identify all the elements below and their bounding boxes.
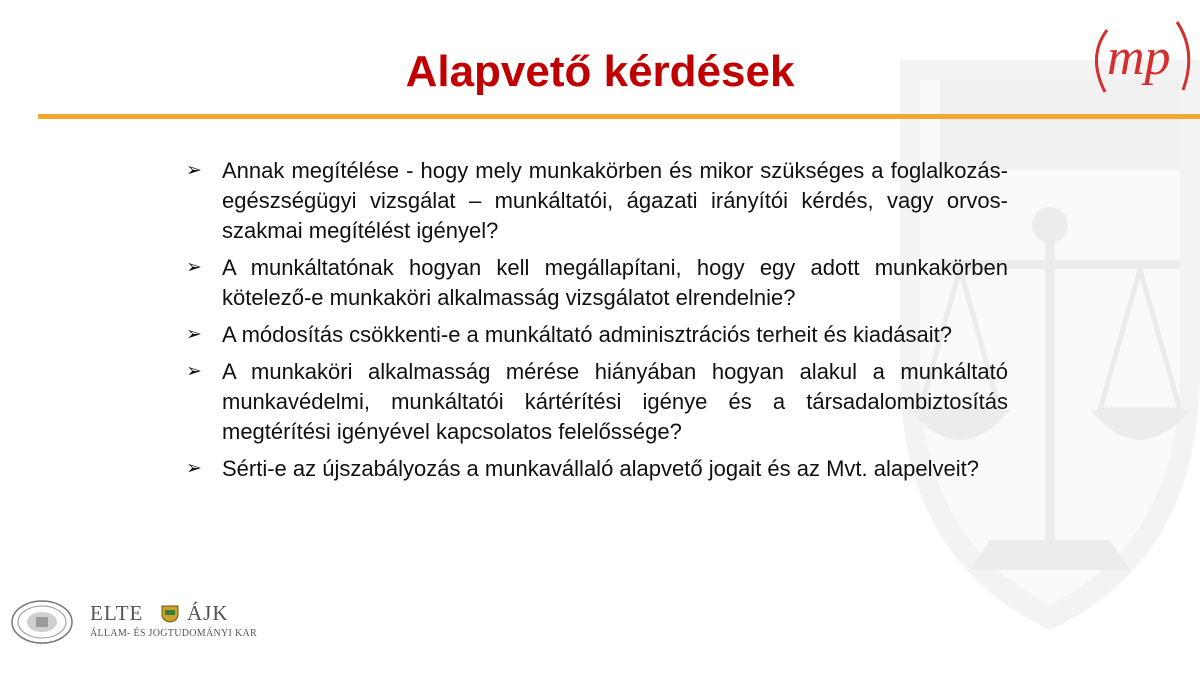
- arrow-bullet-icon: ➢: [186, 458, 202, 479]
- ajk-name: ÁJK: [187, 601, 229, 625]
- list-item: [186, 253, 1008, 313]
- elte-ajk-logo: [6, 597, 266, 647]
- arrow-bullet-icon: ➢: [186, 257, 202, 278]
- mp-logo-text: mp: [1107, 29, 1171, 86]
- arrow-bullet-icon: ➢: [186, 361, 202, 382]
- list-item-text: A munkaköri alkalmasság mérése hiányában hogyan alakul a munkáltató munkavédelmi, munkáltatói kártérítési igénye és a társadalombiztosítás megtérítési igényével kapcsolatos felelőssége?: [222, 359, 1008, 444]
- list-item: [186, 357, 1008, 447]
- arrow-bullet-icon: ➢: [186, 160, 202, 181]
- university-seal-icon: [10, 599, 74, 645]
- list-item: [186, 454, 1008, 484]
- title-divider: [38, 114, 1200, 119]
- faculty-crest-icon: [161, 605, 179, 623]
- list-item-text: A munkáltatónak hogyan kell megállapítani, hogy egy adott munkakörben kötelező-e munkaköri alkalmasság vizsgálatot elrendelnie?: [222, 255, 1008, 310]
- list-item: [186, 320, 1008, 350]
- list-item-text: Sérti-e az újszabályozás a munkavállaló alapvető jogait és az Mvt. alapelveit?: [222, 456, 979, 481]
- list-item-text: A módosítás csökkenti-e a munkáltató adminisztrációs terheit és kiadásait?: [222, 322, 953, 347]
- faculty-subtitle: ÁLLAM- ÉS JOGTUDOMÁNYI KAR: [90, 628, 257, 639]
- arrow-bullet-icon: ➢: [186, 324, 202, 345]
- list-item: [186, 156, 1008, 246]
- list-item-text: Annak megítélése - hogy mely munkakörben és mikor szükséges a foglalkozás-egészségügyi vizsgálat – munkáltatói, ágazati irányítói kérdés, vagy orvos-szakmai megítélést igényel?: [222, 158, 1008, 243]
- question-list: [186, 156, 1008, 491]
- slide-title: Alapvető kérdések: [405, 47, 795, 96]
- elte-name: ELTE: [90, 601, 144, 625]
